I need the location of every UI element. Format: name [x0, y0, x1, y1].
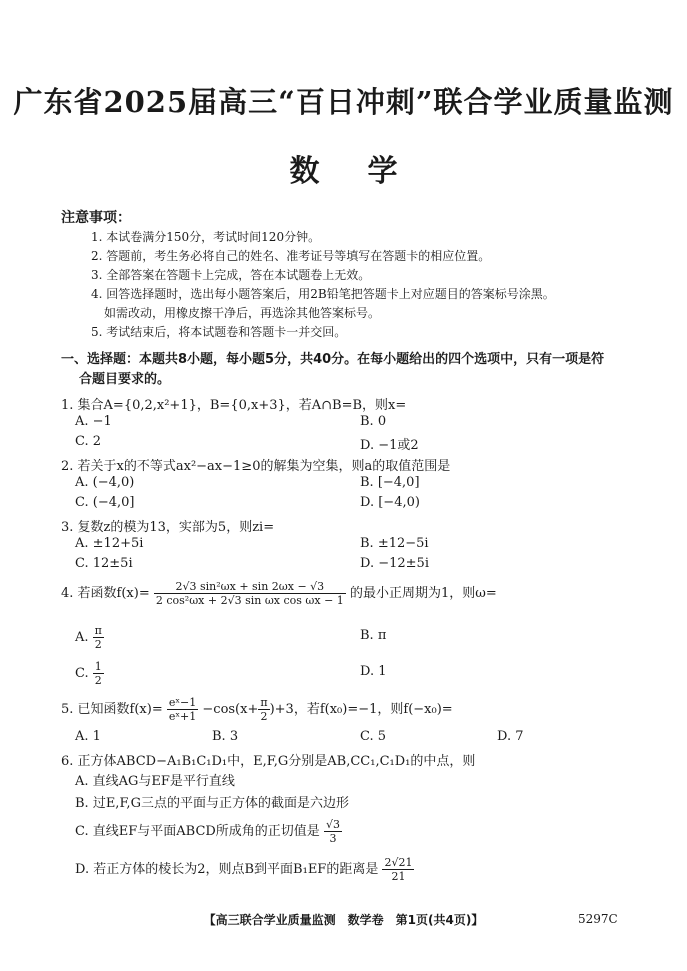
section-line: 合题目要求的。	[79, 372, 171, 387]
exam-title: 广东省2025届高三“百日冲刺”联合学业质量监测	[13, 85, 674, 119]
q5-option-c: C. 5	[360, 729, 387, 744]
q1-option-b: B. 0	[360, 414, 387, 429]
q1-option-a: A. −1	[75, 414, 112, 429]
q3-option-a: A. ±12+5i	[75, 536, 144, 551]
q1-option-d: D. −1或2	[360, 438, 419, 453]
notice-item: 如需改动，用橡皮擦干净后，再选涂其他答案标号。	[104, 306, 381, 320]
q6-option-d-label: D. 若正方体的棱长为2，则点B到平面B₁EF的距离是	[75, 862, 379, 877]
subject-title: 数学	[289, 154, 446, 189]
q4-fraction	[154, 580, 346, 607]
q6-option-c-denominator: 3	[329, 832, 337, 845]
notice-heading: 注意事项：	[61, 210, 131, 226]
q5-fraction-denominator: eˣ+1	[168, 710, 197, 723]
q5-option-b: B. 3	[212, 729, 239, 744]
notice-item: 5. 考试结束后，将本试题卷和答题卡一并交回。	[91, 325, 347, 339]
q1-option-c: C. 2	[75, 434, 102, 449]
notice-item: 1. 本试卷满分150分，考试时间120分钟。	[91, 230, 321, 244]
q4-stem-suffix: 的最小正周期为1，则ω=	[349, 586, 497, 601]
q4-option-c-label: C.	[75, 666, 89, 681]
q6-option-d	[75, 856, 414, 883]
q4-option-a-fraction	[93, 624, 104, 651]
q4-option-a-numerator: π	[94, 624, 102, 637]
q5-fraction-numerator: eˣ−1	[168, 696, 197, 709]
notice-item: 3. 全部答案在答题卡上完成，答在本试题卷上无效。	[91, 268, 371, 282]
q3-option-b: B. ±12−5i	[360, 536, 429, 551]
question-5-stem	[61, 696, 631, 723]
q5-stem-prefix: 5. 已知函数f(x)=	[61, 702, 163, 717]
q3-option-d: D. −12±5i	[360, 556, 429, 571]
page-footer: 【高三联合学业质量监测 数学卷 第1页(共4页)】	[203, 913, 484, 927]
q5-fraction-2	[258, 696, 269, 723]
question-4-stem	[61, 580, 631, 607]
q6-option-d-denominator: 21	[391, 870, 406, 883]
question-1-stem: 1. 集合A={0,2,x²+1}，B={0,x+3}，若A∩B=B，则x=	[61, 398, 407, 413]
q6-option-a: A. 直线AG与EF是平行直线	[75, 774, 235, 789]
q6-option-d-fraction	[382, 856, 414, 883]
q4-option-a	[75, 624, 104, 651]
q5-fraction-2-denominator: 2	[260, 710, 268, 723]
q6-option-c	[75, 818, 342, 845]
q3-option-c: C. 12±5i	[75, 556, 133, 571]
exam-code: 5297C	[578, 912, 618, 926]
q2-option-b: B. [−4,0]	[360, 475, 420, 490]
q5-stem-mid: −cos(x+	[202, 702, 259, 717]
q4-option-a-denominator: 2	[94, 638, 102, 651]
q5-fraction	[167, 696, 198, 723]
q6-option-c-fraction	[324, 818, 342, 845]
q4-option-a-label: A.	[75, 630, 89, 645]
q6-option-b: B. 过E,F,G三点的平面与正方体的截面是六边形	[75, 796, 349, 811]
q2-option-a: A. (−4,0)	[75, 475, 135, 490]
q2-option-c: C. (−4,0]	[75, 495, 135, 510]
q4-stem-prefix: 4. 若函数f(x)=	[61, 586, 150, 601]
q6-option-c-label: C. 直线EF与平面ABCD所成角的正切值是	[75, 824, 320, 839]
q4-option-b: B. π	[360, 628, 387, 643]
section-line: 一、选择题：本题共8小题，每小题5分，共40分。在每小题给出的四个选项中，只有一项是符	[61, 352, 605, 367]
q5-option-a: A. 1	[75, 729, 101, 744]
q4-option-c-denominator: 2	[94, 674, 102, 687]
q4-option-d: D. 1	[360, 664, 387, 679]
question-2-stem: 2. 若关于x的不等式ax²−ax−1≥0的解集为空集，则a的取值范围是	[61, 459, 451, 474]
q4-option-c-fraction	[93, 660, 104, 687]
question-3-stem: 3. 复数z的模为13，实部为5，则zi=	[61, 520, 275, 535]
q5-option-d: D. 7	[497, 729, 524, 744]
q4-fraction-denominator: 2 cos²ωx + 2√3 sin ωx cos ωx − 1	[155, 594, 344, 607]
q4-option-c	[75, 660, 104, 687]
q5-fraction-2-numerator: π	[260, 696, 268, 709]
q6-option-d-numerator: 2√21	[384, 856, 413, 869]
q2-option-d: D. [−4,0)	[360, 495, 420, 510]
question-6-stem: 6. 正方体ABCD−A₁B₁C₁D₁中，E,F,G分别是AB,CC₁,C₁D₁的中点，则	[61, 754, 476, 769]
q5-stem-suffix: )+3，若f(x₀)=−1，则f(−x₀)=	[269, 702, 453, 717]
section-heading	[61, 350, 641, 390]
notice-item: 2. 答题前，考生务必将自己的姓名、准考证号等填写在答题卡的相应位置。	[91, 249, 491, 263]
q4-fraction-numerator: 2√3 sin²ωx + sin 2ωx − √3	[154, 580, 346, 594]
q4-option-c-numerator: 1	[94, 660, 102, 673]
q6-option-c-numerator: √3	[325, 818, 340, 831]
notice-list	[91, 228, 651, 342]
notice-item: 4. 回答选择题时，选出每小题答案后，用2B铅笔把答题卡上对应题目的答案标号涂黑。	[91, 287, 555, 301]
